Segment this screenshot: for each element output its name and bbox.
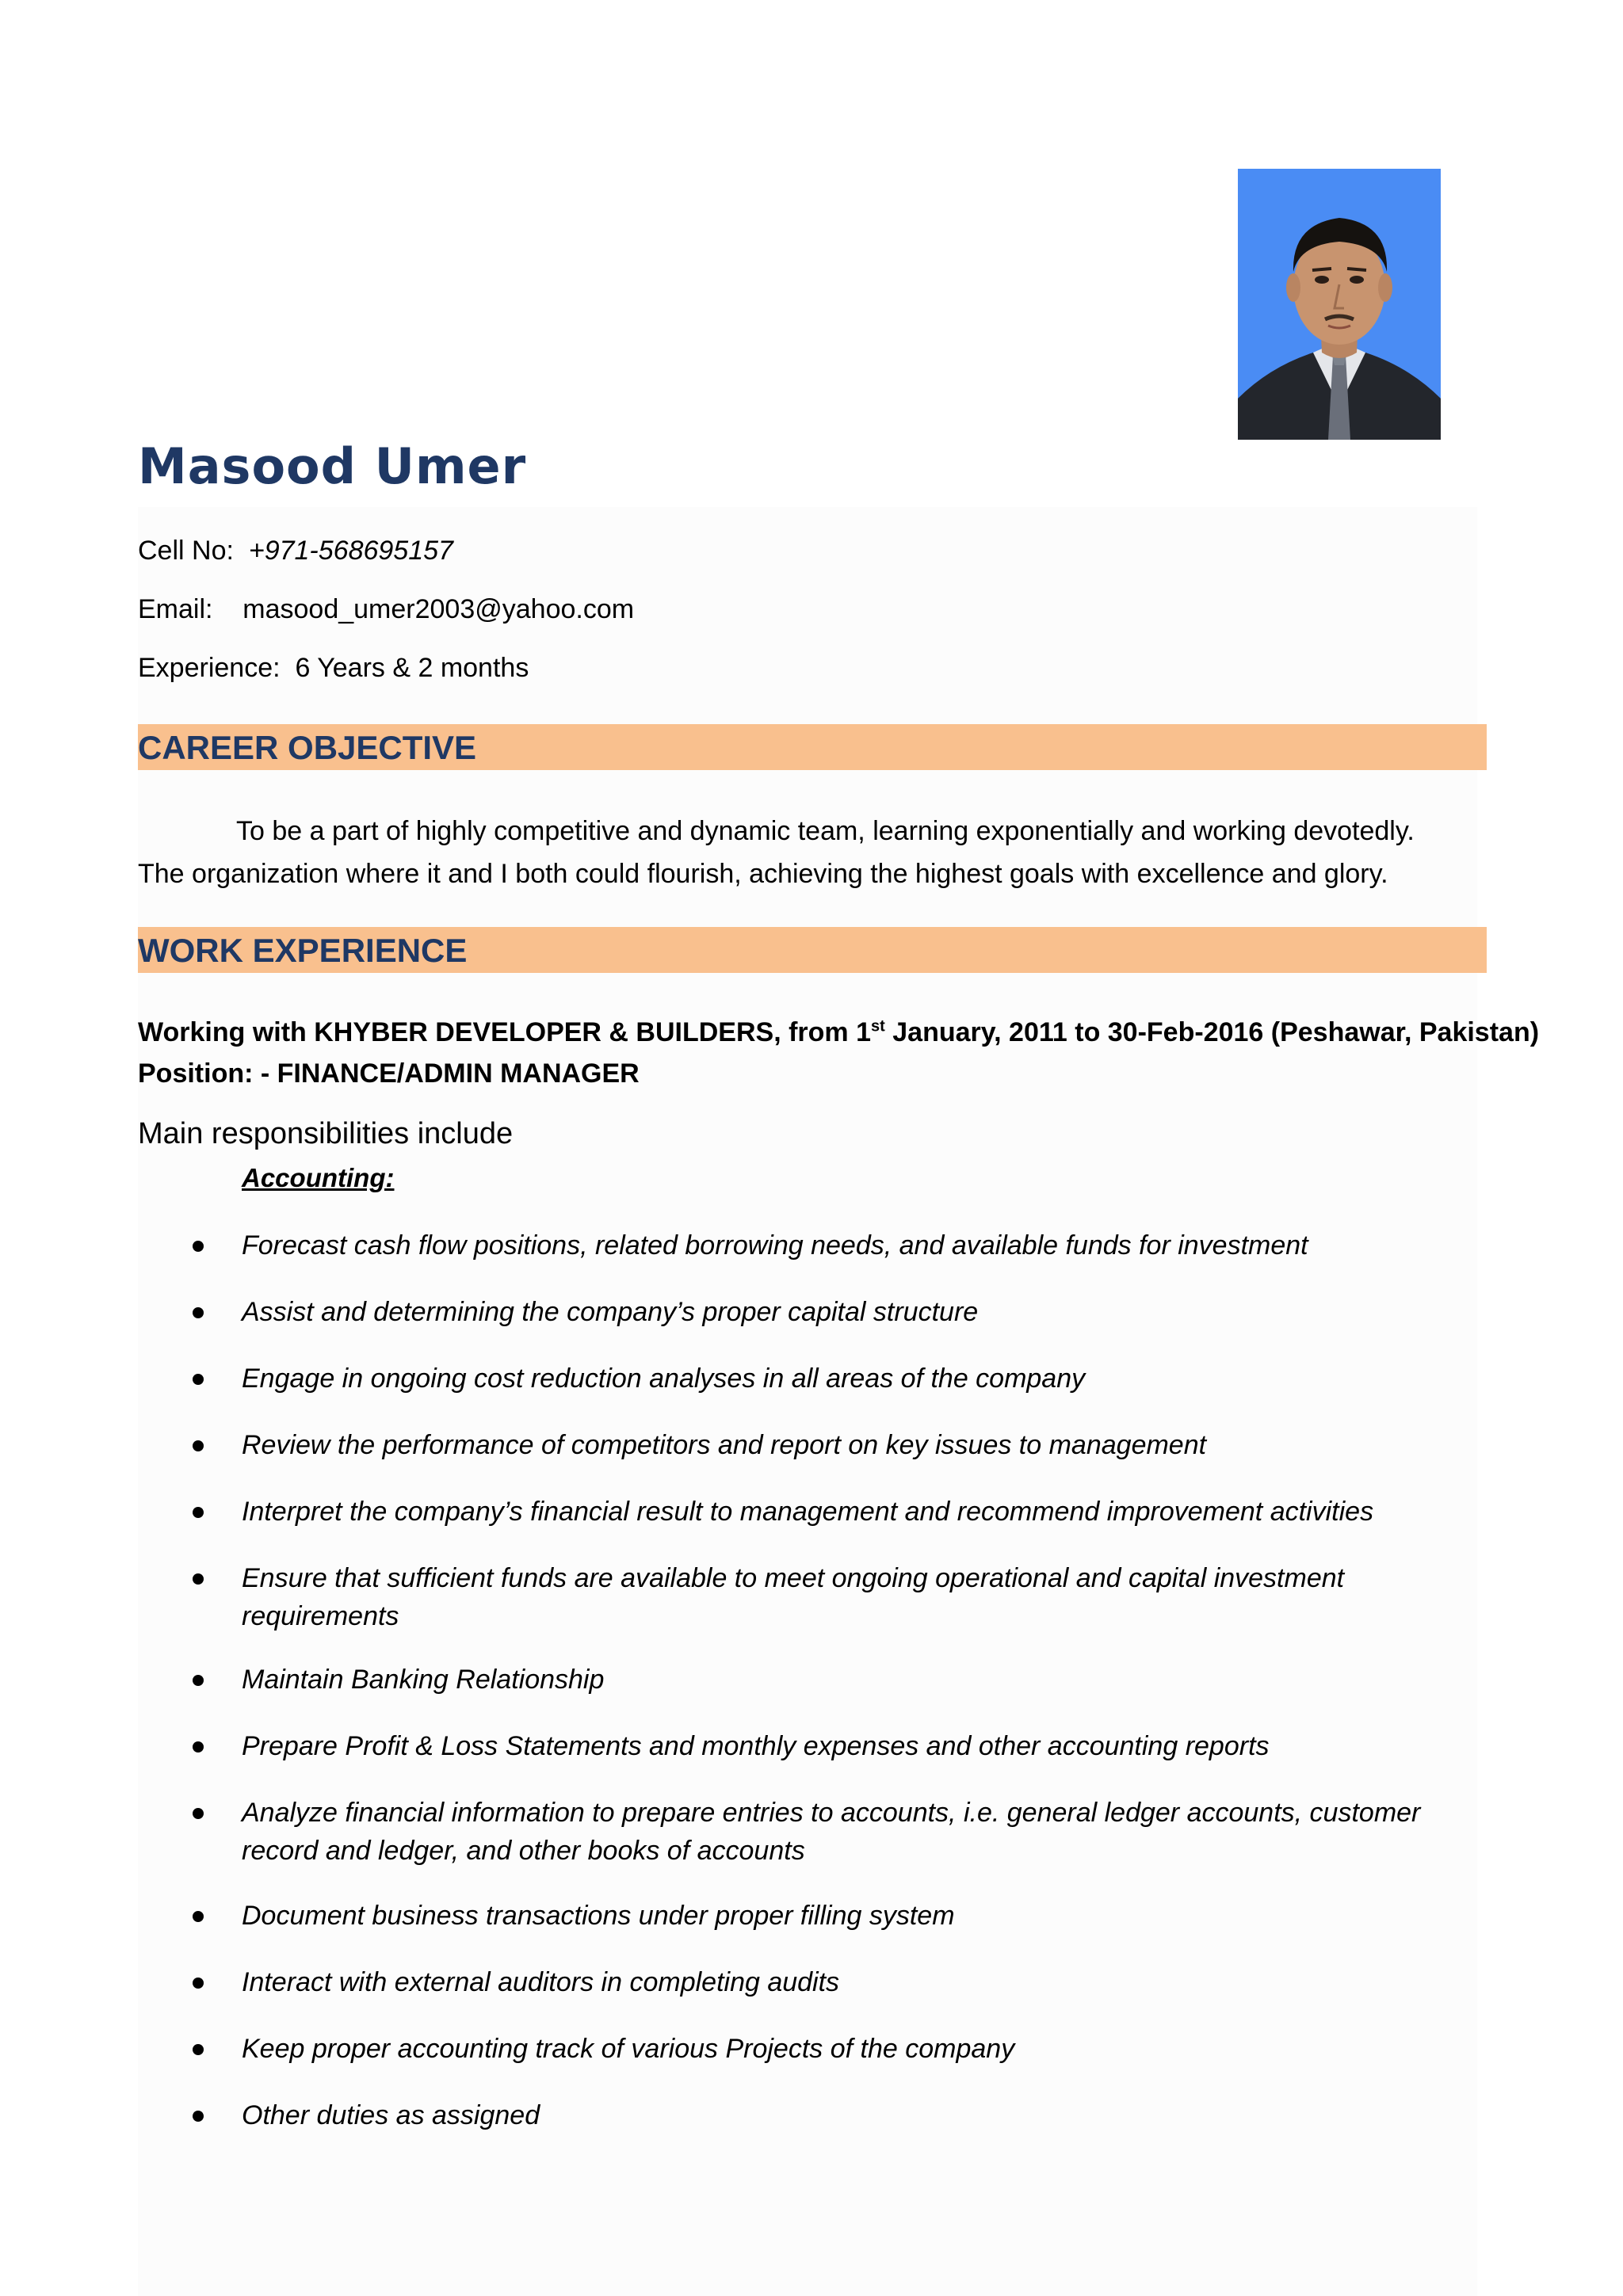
list-item: Keep proper accounting track of various Projects of the company: [242, 2034, 1015, 2064]
ordinal-suffix: st: [871, 1017, 885, 1035]
candidate-name: Masood Umer: [138, 437, 527, 495]
main-responsibilities-label: Main responsibilities include: [138, 1117, 514, 1150]
email-label: Email:: [138, 594, 213, 624]
list-item: Maintain Banking Relationship: [242, 1665, 605, 1695]
portrait-image: [1238, 169, 1441, 440]
bullet-icon: [193, 1741, 204, 1753]
bullet-icon: [193, 1675, 204, 1686]
bullet-icon: [193, 1911, 204, 1922]
objective-line-2: The organization where it and I both could flourish, achieving the highest goals with excellence and glory.: [138, 859, 1388, 889]
cell-label: Cell No:: [138, 536, 234, 566]
work-experience-title: WORK EXPERIENCE: [138, 932, 468, 969]
bullet-icon: [193, 2044, 204, 2055]
list-item: Interact with external auditors in completing audits: [242, 1967, 840, 1997]
cell-number-line: [138, 536, 453, 566]
email-value[interactable]: masood_umer2003@yahoo.com: [242, 594, 635, 624]
list-item: Ensure that sufficient funds are available to meet ongoing operational and capital investment requirements: [242, 1563, 1345, 1631]
job-heading: Working with KHYBER DEVELOPER & BUILDERS, from 1st January, 2011 to 30-Feb-2016 (Peshawar, Pakistan): [138, 1017, 1540, 1047]
list-item: Document business transactions under proper filling system: [242, 1901, 955, 1931]
bullet-icon: [193, 1808, 204, 1819]
bullet-icon: [193, 1573, 204, 1585]
list-item: Other duties as assigned: [242, 2100, 540, 2130]
list-item: Engage in ongoing cost reduction analyses in all areas of the company: [242, 1363, 1086, 1394]
bullet-icon: [193, 1307, 204, 1318]
cell-value: +971-568695157: [248, 536, 453, 566]
work-experience-bar: [138, 927, 1487, 973]
bullet-icon: [193, 1440, 204, 1451]
list-item: Prepare Profit & Loss Statements and monthly expenses and other accounting reports: [242, 1731, 1270, 1761]
career-objective-title: CAREER OBJECTIVE: [138, 729, 477, 766]
list-item: Review the performance of competitors and report on key issues to management: [242, 1430, 1207, 1460]
bullet-icon: [193, 2111, 204, 2122]
experience-value: 6 Years & 2 months: [295, 653, 529, 683]
profile-photo: [1238, 169, 1441, 440]
bullet-icon: [193, 1374, 204, 1385]
accounting-subheading: Accounting:: [242, 1163, 395, 1192]
objective-line-1: To be a part of highly competitive and dynamic team, learning exponentially and working devotedly.: [236, 816, 1415, 846]
list-item: Forecast cash flow positions, related borrowing needs, and available funds for investment: [242, 1230, 1308, 1261]
bullet-icon: [193, 1978, 204, 1989]
bullet-icon: [193, 1241, 204, 1252]
position-line: Position: - FINANCE/ADMIN MANAGER: [138, 1058, 640, 1089]
experience-line: [138, 653, 529, 684]
page-background: [138, 507, 1477, 2296]
career-objective-text: [138, 810, 1485, 895]
bullet-icon: [193, 1507, 204, 1518]
career-objective-bar: [138, 724, 1487, 770]
list-item: Analyze financial information to prepare entries to accounts, i.e. general ledger accounts, customer record and ledger, and other books of accounts: [242, 1798, 1421, 1866]
list-item: Assist and determining the company’s proper capital structure: [242, 1297, 979, 1327]
list-item: Interpret the company’s financial result to management and recommend improvement activities: [242, 1497, 1374, 1527]
email-line: [138, 594, 634, 625]
experience-label: Experience:: [138, 653, 281, 683]
